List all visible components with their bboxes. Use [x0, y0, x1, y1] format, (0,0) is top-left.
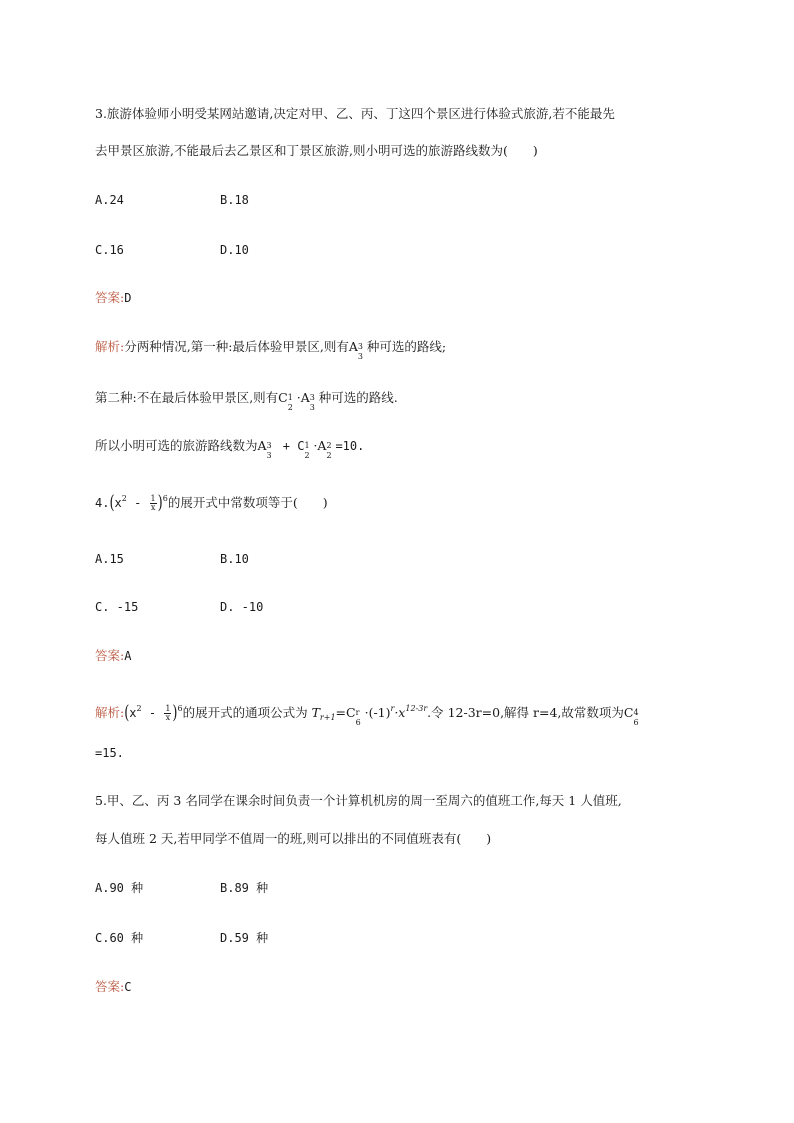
q3-option-d: D.10	[220, 243, 249, 257]
q3-analysis-line-2	[95, 389, 398, 412]
q4-fraction: $\frac{1}{x}$	[150, 494, 156, 512]
q4-analysis-label: 解析:	[95, 705, 125, 720]
q5-option-c: C.60 种	[95, 931, 144, 945]
q4-answer	[95, 647, 131, 665]
q4-expr-minus: -	[126, 496, 149, 510]
q3-option-c: C.16	[95, 243, 124, 257]
q4-option-c: C. -15	[95, 600, 139, 614]
q4-analysis-text: 的展开式的通项公式为	[182, 705, 308, 720]
q3-analysis-dot: ·A	[296, 390, 310, 405]
q4-option-b: B.10	[220, 552, 249, 566]
q5-option-d: D.59 种	[220, 931, 269, 945]
q5-answer	[95, 978, 131, 996]
q3-analysis-text-3: 所以小明可选的旅游路线数为A	[95, 438, 267, 453]
q4-number: 4.	[95, 496, 110, 510]
q5-stem-line-2: 每人值班 2 天,若甲同学不值周一的班,则可以排出的不同值班表有( )	[95, 831, 492, 846]
q3-answer	[95, 289, 131, 307]
q5-answer-label: 答案:	[95, 979, 125, 994]
q3-c12-index: 1 2	[287, 392, 293, 412]
q4-option-a: A.15	[95, 552, 124, 566]
q5-option-a: A.90 种	[95, 881, 144, 895]
q3-c12-index-3: 1 2	[304, 440, 310, 460]
q3-answer-value: D	[124, 291, 132, 305]
q3-analysis-text-2: 第二种:不在最后体验甲景区,则有C	[95, 390, 288, 405]
q5-option-b: B.89 种	[220, 881, 269, 895]
q3-stem-line-2: 去甲景区旅游,不能最后去乙景区和丁景区旅游,则小明可选的旅游路线数为( )	[95, 143, 538, 158]
q4-analysis-line-2: =15.	[95, 746, 124, 760]
q3-a33-index: 3 3	[357, 341, 363, 361]
q4-option-d: D. -10	[220, 600, 264, 614]
q3-analysis-text-2-tail: 种可选的路线.	[318, 390, 398, 405]
q4-analysis-rest: .令 12-3r=0,解得 r=4,故常数项为C	[427, 705, 634, 720]
q4-expr-x: x	[114, 496, 122, 510]
q3-analysis-line-1	[95, 338, 447, 361]
q3-analysis-label: 解析:	[95, 339, 125, 354]
q3-analysis-text-1-tail: 种可选的路线;	[366, 339, 447, 354]
q4-stem-tail: 的展开式中常数项等于( )	[167, 495, 328, 510]
q4-expr-x-power: 2	[121, 494, 127, 503]
q4-power: 6	[162, 494, 168, 503]
q3-a33-index-2: 3 3	[309, 392, 315, 412]
q3-option-b: B.18	[220, 193, 249, 207]
q3-analysis-result: =10.	[335, 439, 365, 453]
q3-a22-index: 2 2	[326, 440, 332, 460]
q3-option-a: A.24	[95, 193, 124, 207]
q4-analysis-line-1: 解析$:(x^2$ - $\frac{1}{x}$ )$^6$的展开式的通项公式为 $T_{r+1}=C$ r 6 $\cdot(-1)^r\cdot x^{12-3r}$.令 12-3r=0,解得 r=4,故常数项为C 4 6	[95, 702, 639, 727]
q4-answer-value: A	[124, 649, 132, 663]
q4-term-T: T	[311, 705, 320, 720]
q3-stem-line-1: 3.旅游体验师小明受某网站邀请,决定对甲、乙、丙、丁这四个景区进行体验式旅游,若不能最先	[95, 106, 615, 121]
q4-answer-label: 答案:	[95, 648, 125, 663]
q3-analysis-text-1: 分两种情况,第一种:最后体验甲景区,则有A	[124, 339, 358, 354]
q5-stem-line-1: 5.甲、乙、丙 3 名同学在课余时间负责一个计算机机房的周一至周六的值班工作,每天 1 人值班,	[95, 793, 622, 808]
q3-analysis-dot-3: ·A	[313, 438, 327, 453]
q3-a33-index-3: 3 3	[266, 440, 272, 460]
q5-answer-value: C	[124, 980, 132, 994]
q4-stem: $4.(x^2$ - $\frac{1}{x}$ )$^6$的展开式中常数项等于( )	[95, 492, 328, 515]
q3-answer-label: 答案:	[95, 290, 125, 305]
q3-analysis-line-3	[95, 437, 365, 460]
q3-analysis-plus: + C	[275, 439, 305, 453]
